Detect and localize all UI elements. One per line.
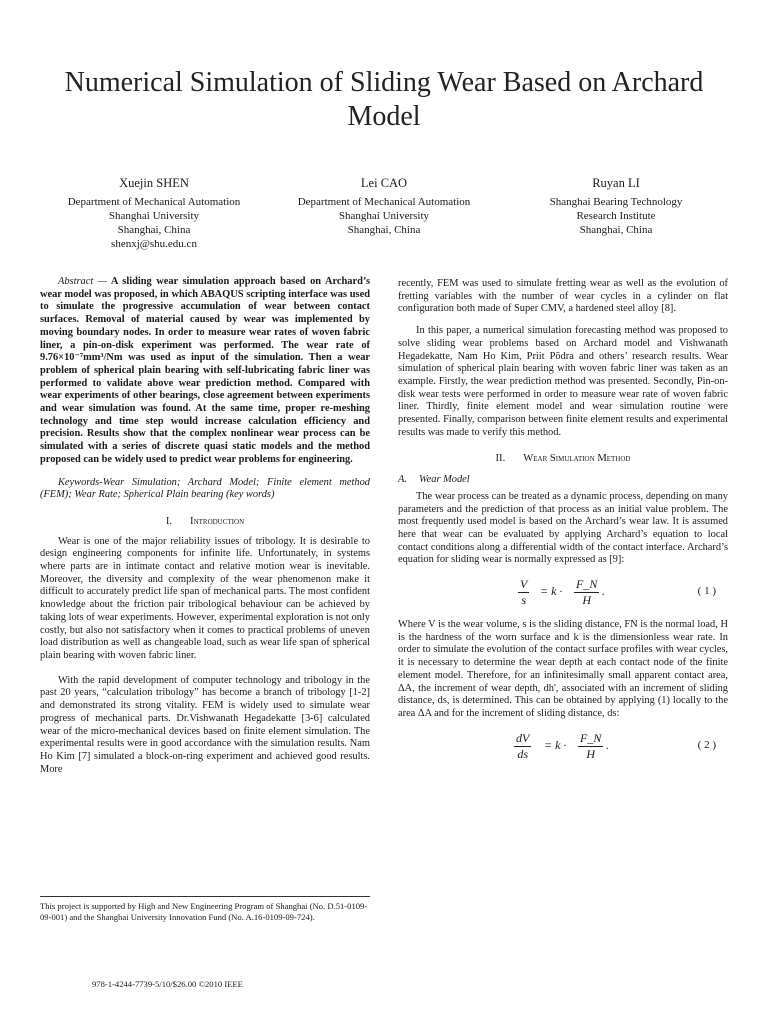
keywords: Keywords-Wear Simulation; Archard Model; Finite element method (FEM); Wear Rate; Spherical Plain bearing (key words) — [40, 476, 370, 501]
paragraph: recently, FEM was used to simulate fretting wear as well as the evolution of fretting variables with the number of wear cycles in a cylinder on flat configuration both made of Super CMV, a hardened steel alloy [8]. — [398, 278, 728, 315]
fraction — [578, 731, 603, 762]
author-org: Shanghai University — [108, 210, 200, 222]
operator: = k · — [540, 584, 563, 599]
period: . — [606, 737, 609, 752]
subsection-title: Wear Model — [418, 474, 470, 486]
author-block-2 — [264, 176, 504, 237]
paragraph: In this paper, a numerical simulation forecasting method was proposed to solve sliding wear problems based on Archard model and Vishwanath Hegadekatte, Nam Ho Kim, Priit Põdra and others’ research results. Wear simulation of spherical plain bearing with woven fabric liner was taken as an example. Firstly, the wear prediction method was presented. Secondly, Pin-on-disk wear tests were performed in order to measure wear rate of woven fabric liner. Thirdly, finite element model and wear simulation routine were presented. Finally, comparison between finite element results and experimental results was made to verify this method. — [398, 325, 728, 438]
author-dept: Department of Mechanical Automation — [67, 196, 241, 208]
paragraph: With the rapid development of computer technology and tribology in the past 20 years, “calculation tribology” has become a branch of tribology [1-2] and demonstrated its strong vitality. FEM is widely used to simulate wear progress of mechanical parts. Dr.Vishwanath Hegadekatte [3-6] calculated wear of the micro-mechanical devices based on finite element simulation. The experimental results were in good accordance with the simulation results. Nam Ho Kim [7] simulated a block-on-ring experiment and achieved good results. More — [40, 674, 370, 775]
author-dept: Department of Mechanical Automation — [297, 196, 471, 208]
author-block-1 — [34, 176, 274, 251]
author-org: Shanghai University — [338, 210, 430, 222]
abstract-lead: Abstract — — [58, 276, 107, 287]
denominator: s — [521, 593, 526, 608]
numerator: F_N — [576, 577, 598, 592]
abstract — [40, 276, 370, 467]
denominator: H — [582, 593, 591, 608]
section-number: I. — [165, 515, 173, 527]
subsection-letter: A. — [398, 474, 407, 486]
author-name: Ruyan LI — [592, 176, 640, 190]
operator: = k · — [544, 737, 567, 752]
numerator: V — [520, 577, 528, 592]
section-title: Wear Simulation Method — [523, 453, 631, 465]
author-block-3 — [496, 176, 736, 237]
author-name: Lei CAO — [360, 176, 408, 190]
author-location: Shanghai, China — [117, 224, 191, 236]
left-column — [40, 276, 370, 776]
author-dept: Shanghai Bearing Technology — [549, 196, 683, 208]
abstract-text: A sliding wear simulation approach based on Archard’s wear model was proposed, in which ABAQUS scripting interface was used to simulate the progressive accumulation of wear between contact surfaces. Removal of material caused by wear was implemented by moving boundary nodes. In order to measure wear rates of woven fabric liner, a pin-on-disk experiment was performed. The wear rate of 9.76×10⁻⁷mm³/Nm was used as input of the simulation. Then a wear problem of spherical plain bearing with self-lubricating fabric liner was performed to validate above wear prediction method. Compared with wear experiments of other bearings, close agreement between experiments and wear simulation was found. At the same time, proper re-meshing technology and time step would increase calculation efficiency and precision. Results show that the complex nonlinear wear process can be simulated with a series of discrete quasi static models and the method proposed can be widely used to predict wear problems for engineering. — [40, 276, 370, 465]
numerator: dV — [516, 730, 530, 745]
fraction — [518, 577, 529, 608]
isbn-line: 978-1-4244-7739-5/10/$26.00 ©2010 IEEE — [92, 979, 243, 989]
author-org: Research Institute — [576, 210, 656, 222]
denominator: ds — [517, 746, 528, 761]
period: . — [602, 584, 605, 599]
numerator: F_N — [580, 730, 602, 745]
paper-title: Numerical Simulation of Sliding Wear Based on Archard Model — [64, 67, 704, 132]
equation-1 — [398, 573, 728, 615]
paragraph: The wear process can be treated as a dynamic process, depending on many parameters and the prediction of that process as an initial value problem. The most frequently used model is based on the Archard’s wear law. It is assumed here that wear can be evaluated by applying Archard’s equation to local contact conditions along a differential width of the contact interface. Archard’s equation for sliding wear is normally expressed as [9]: — [398, 490, 728, 566]
equation-number: ( 1 ) — [697, 585, 716, 598]
denominator: H — [586, 746, 595, 761]
footnote: This project is supported by High and New Engineering Program of Shanghai (No. D.51-0109-09-001) and the Shanghai University Innovation Fund (No. A.16-0109-09-724). — [40, 896, 370, 923]
author-name: Xuejin SHEN — [119, 176, 189, 190]
subsection-heading — [398, 474, 728, 487]
paragraph: Wear is one of the major reliability issues of tribology. It is desirable to design engineering components for infinite life. Unfortunately, in systems where parts are in intimate contact and relative motion wear is inevitable. Moreover, the diversity and complexity of the wear phenomenon make it difficult to accurately predict life span of mechanical parts. The most confident knowledge about the friction pair tribological behaviour can be achieved by taking lots of wear experiments. However, experimental exploration is not only costly, but also not satisfactory when it comes to practical problems of uneven load distribution as well as changeable load, such as wear life span of spherical plain bearing with woven fabric liner. — [40, 535, 370, 661]
fraction — [514, 731, 531, 762]
section-heading-introduction — [40, 516, 370, 529]
equation-2 — [398, 727, 728, 769]
fraction — [574, 577, 599, 608]
right-column — [398, 278, 728, 773]
paragraph: Where V is the wear volume, s is the sliding distance, FN is the normal load, H is the hardness of the worn surface and k is the dimensionless wear rate. In order to simulate the evolution of the contact surface profiles with wear cycles, it is necessary to determine the wear depth at each contact node of the finite element model. Therefore, for an infinitesimally small apparent contact area, ΔA, the increment of wear depth, dh', associated with an increment of sliding distance, ds, is determined. This can be obtained by applying (1) locally to the area ΔA and for the increment of sliding distance, ds: — [398, 619, 728, 719]
section-title: Introduction — [190, 515, 245, 527]
section-number: II. — [495, 453, 506, 465]
author-location: Shanghai, China — [347, 224, 421, 236]
equation-number: ( 2 ) — [697, 738, 716, 751]
author-email[interactable]: shenxj@shu.edu.cn — [111, 238, 197, 250]
author-location: Shanghai, China — [579, 224, 653, 236]
section-heading-wear-simulation — [398, 453, 728, 466]
